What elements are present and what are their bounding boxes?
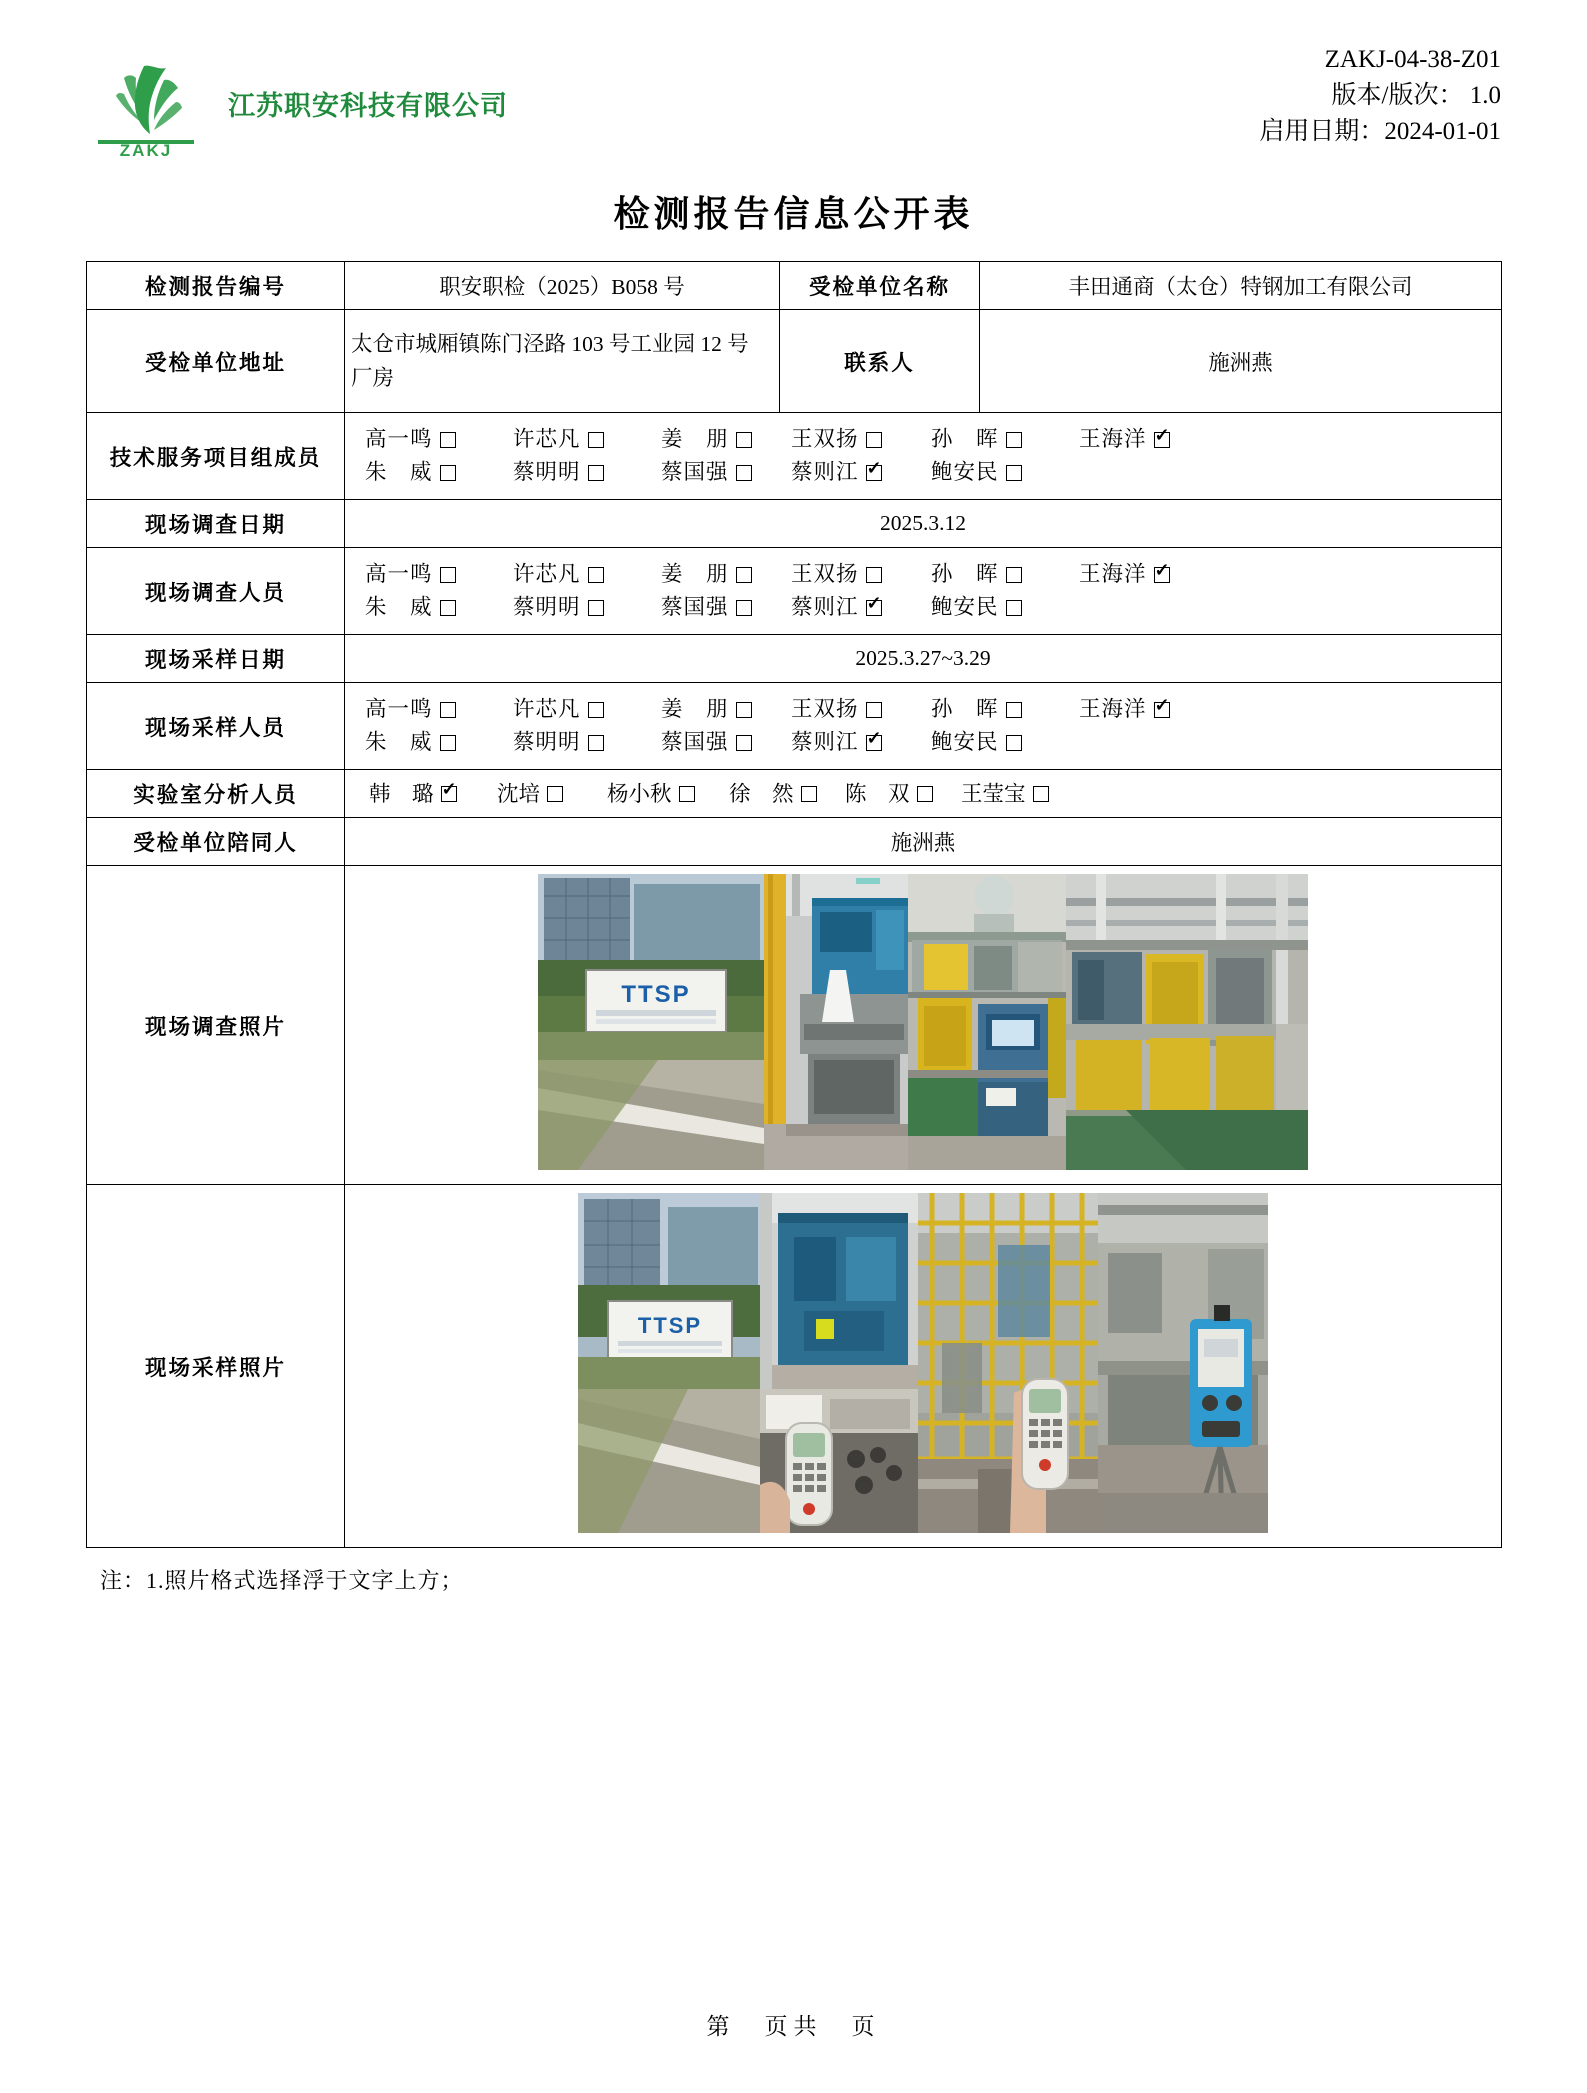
page-number-footer: 第 页共 页 [706,2014,881,2039]
checkbox-icon[interactable] [866,432,882,448]
lab-person-name: 王莹宝 [961,781,1026,806]
table-row-escort [87,818,1502,866]
photo-sampling-fence [918,1193,1098,1533]
person-name: 朱 威 [365,460,433,484]
report-info-table [86,261,1502,1548]
sampling-people-cell [345,683,1502,770]
person-name: 姜 朋 [661,562,729,586]
person-checkbox-2-2[interactable] [513,591,661,624]
checkbox-icon[interactable] [1006,600,1022,616]
person-name: 王海洋 [1079,427,1147,451]
escort-value: 施洲燕 [345,818,1502,866]
person-name: 孙 晖 [931,427,999,451]
lab-person-name: 韩 璐 [369,781,434,806]
table-row-survey-date [87,500,1502,548]
photo-survey-sign [538,874,764,1170]
checkbox-icon[interactable] [547,786,563,802]
person-name: 蔡则江 [791,730,859,754]
sampling-people-label: 现场采样人员 [87,683,345,770]
checkbox-icon[interactable] [1006,465,1022,481]
person-checkbox-2-2[interactable] [513,456,661,489]
address-label: 受检单位地址 [87,310,345,413]
survey-photos-label: 现场调查照片 [87,866,345,1185]
svg-text:ZAKJ: ZAKJ [119,141,173,158]
person-name: 许芯凡 [513,697,581,721]
photo-sampling-sign [578,1193,760,1533]
person-checkbox-1-5[interactable] [931,558,1079,591]
person-checkbox-2-1[interactable] [365,726,513,759]
checkbox-icon[interactable] [588,432,604,448]
checkbox-icon[interactable] [736,735,752,751]
photo-sampling-meter-hand [760,1389,918,1533]
checkbox-icon[interactable] [1006,735,1022,751]
person-checkbox-1-4[interactable] [791,423,931,456]
person-name: 王双扬 [791,697,859,721]
header-left [86,34,508,158]
person-name: 蔡则江 [791,595,859,619]
person-name: 高一鸣 [365,562,433,586]
survey-photos-cell [345,866,1502,1185]
lab-person-checkbox-6[interactable] [961,779,1081,809]
checkbox-icon[interactable] [736,465,752,481]
document-header [86,34,1501,164]
sampling-photos-cell [345,1185,1502,1548]
sampling-date-value: 2025.3.27~3.29 [345,635,1502,683]
team-members-list [351,421,1495,491]
sampling-people-list [351,691,1495,761]
contact-value: 施洲燕 [980,310,1502,413]
escort-label: 受检单位陪同人 [87,818,345,866]
contact-label: 联系人 [780,310,980,413]
person-name: 朱 威 [365,730,433,754]
person-checkbox-2-5[interactable] [931,591,1079,624]
person-checkbox-2-3[interactable] [661,591,791,624]
lab-people-list [351,779,1495,809]
svg-text:TTSP: TTSP [637,1313,703,1338]
lab-label: 实验室分析人员 [87,770,345,818]
lab-person-checkbox-5[interactable] [845,779,961,809]
checkbox-checked-icon[interactable] [1154,432,1170,448]
person-checkbox-2-4[interactable] [791,456,931,489]
person-name: 鲍安民 [931,730,999,754]
lab-person-name: 陈 双 [845,781,910,806]
lab-person-name: 沈培 [497,781,541,806]
footer-note: 注：1.照片格式选择浮于文字上方； [100,1568,464,1593]
team-members-cell [345,413,1502,500]
person-name: 王海洋 [1079,697,1147,721]
person-checkbox-2-1[interactable] [365,456,513,489]
person-name: 蔡国强 [661,730,729,754]
person-checkbox-1-4[interactable] [791,558,931,591]
checkbox-icon[interactable] [736,702,752,718]
person-checkbox-1-3[interactable] [661,423,791,456]
lab-people-cell [345,770,1502,818]
person-name: 许芯凡 [513,427,581,451]
person-checkbox-1-2[interactable] [513,423,661,456]
sampling-date-label: 现场采样日期 [87,635,345,683]
person-name: 孙 晖 [931,697,999,721]
survey-people-list [351,556,1495,626]
checkbox-icon[interactable] [588,735,604,751]
checkbox-icon[interactable] [1006,567,1022,583]
person-checkbox-2-1[interactable] [365,591,513,624]
doc-effective-date: 启用日期：2024-01-01 [1259,118,1501,145]
person-checkbox-1-5[interactable] [931,693,1079,726]
checkbox-checked-icon[interactable] [1154,702,1170,718]
checkbox-icon[interactable] [917,786,933,802]
survey-people-label: 现场调查人员 [87,548,345,635]
person-checkbox-1-5[interactable] [931,423,1079,456]
table-row-sampling-date [87,635,1502,683]
checkbox-icon[interactable] [440,432,456,448]
person-checkbox-2-3[interactable] [661,456,791,489]
person-checkbox-1-1[interactable] [365,423,513,456]
person-name: 蔡国强 [661,595,729,619]
table-row-survey-photos [87,866,1502,1185]
checkbox-icon[interactable] [440,600,456,616]
people-row [365,693,1495,726]
person-checkbox-1-3[interactable] [661,558,791,591]
company-name: 江苏职安科技有限公司 [228,90,508,121]
checkbox-checked-icon[interactable] [441,786,457,802]
table-row-report-no [87,262,1502,310]
table-row-lab [87,770,1502,818]
client-label: 受检单位名称 [780,262,980,310]
person-checkbox-1-1[interactable] [365,693,513,726]
person-name: 蔡明明 [513,595,581,619]
person-name: 鲍安民 [931,595,999,619]
checkbox-icon[interactable] [679,786,695,802]
people-row [365,726,1495,759]
checkbox-checked-icon[interactable] [866,600,882,616]
table-row-sampling-people [87,683,1502,770]
person-name: 姜 朋 [661,697,729,721]
person-checkbox-2-4[interactable] [791,726,931,759]
checkbox-checked-icon[interactable] [1154,567,1170,583]
person-checkbox-1-2[interactable] [513,558,661,591]
client-value: 丰田通商（太仓）特钢加工有限公司 [980,262,1502,310]
page-title: 检测报告信息公开表 [613,194,974,234]
person-name: 孙 晖 [931,562,999,586]
person-checkbox-1-6[interactable] [1079,423,1229,456]
people-row [365,591,1495,624]
person-checkbox-1-4[interactable] [791,693,931,726]
person-checkbox-2-3[interactable] [661,726,791,759]
person-name: 高一鸣 [365,697,433,721]
checkbox-icon[interactable] [588,702,604,718]
person-name: 鲍安民 [931,460,999,484]
checkbox-icon[interactable] [440,735,456,751]
checkbox-icon[interactable] [440,465,456,481]
person-name: 王海洋 [1079,562,1147,586]
people-row [365,558,1495,591]
person-checkbox-2-4[interactable] [791,591,931,624]
checkbox-icon[interactable] [866,702,882,718]
address-line1: 太仓市城厢镇陈门泾路 103 号工业园 12 号 [351,332,749,356]
people-row [365,456,1495,489]
checkbox-icon[interactable] [1033,786,1049,802]
address-value [345,310,780,413]
photo-sampling-machine [760,1193,918,1389]
survey-people-cell [345,548,1502,635]
company-logo-icon [86,48,206,158]
person-checkbox-1-6[interactable] [1079,693,1229,726]
person-checkbox-2-2[interactable] [513,726,661,759]
table-row-survey-people [87,548,1502,635]
svg-text:TTSP: TTSP [621,981,691,1008]
checkbox-icon[interactable] [440,702,456,718]
lab-person-checkbox-1[interactable] [369,779,497,809]
person-name: 蔡国强 [661,460,729,484]
doc-version: 版本/版次： 1.0 [1331,82,1501,109]
checkbox-icon[interactable] [736,600,752,616]
checkbox-icon[interactable] [801,786,817,802]
person-checkbox-1-1[interactable] [365,558,513,591]
survey-date-label: 现场调查日期 [87,500,345,548]
person-name: 蔡则江 [791,460,859,484]
person-name: 高一鸣 [365,427,433,451]
team-label: 技术服务项目组成员 [87,413,345,500]
person-name: 姜 朋 [661,427,729,451]
checkbox-icon[interactable] [588,567,604,583]
person-name: 王双扬 [791,427,859,451]
doc-code: ZAKJ-04-38-Z01 [1324,46,1501,73]
person-name: 许芯凡 [513,562,581,586]
checkbox-icon[interactable] [736,432,752,448]
lab-person-name: 徐 然 [729,781,794,806]
header-right [1259,34,1501,150]
checkbox-checked-icon[interactable] [866,735,882,751]
person-checkbox-2-5[interactable] [931,726,1079,759]
sampling-photo-grid [578,1193,1268,1533]
photo-survey-machine [764,874,908,1170]
checkbox-icon[interactable] [1006,432,1022,448]
checkbox-icon[interactable] [1006,702,1022,718]
report-no-value: 职安职检（2025）B058 号 [345,262,780,310]
person-name: 王双扬 [791,562,859,586]
survey-photo-grid [538,874,1308,1170]
lab-person-checkbox-4[interactable] [729,779,845,809]
person-checkbox-1-6[interactable] [1079,558,1229,591]
person-checkbox-1-2[interactable] [513,693,661,726]
table-row-team [87,413,1502,500]
address-line2: 厂房 [351,366,395,390]
person-name: 蔡明明 [513,460,581,484]
table-row-sampling-photos [87,1185,1502,1548]
checkbox-icon[interactable] [440,567,456,583]
lab-person-checkbox-2[interactable] [497,779,607,809]
person-name: 蔡明明 [513,730,581,754]
checkbox-checked-icon[interactable] [866,465,882,481]
person-checkbox-2-5[interactable] [931,456,1079,489]
checkbox-icon[interactable] [588,465,604,481]
photo-survey-workshop-desk [908,874,1066,1170]
table-row-address [87,310,1502,413]
report-no-label: 检测报告编号 [87,262,345,310]
checkbox-icon[interactable] [588,600,604,616]
sampling-photos-label: 现场采样照片 [87,1185,345,1548]
lab-person-checkbox-3[interactable] [607,779,729,809]
photo-survey-overview [1066,874,1308,1170]
people-row [365,423,1495,456]
person-checkbox-1-3[interactable] [661,693,791,726]
checkbox-icon[interactable] [866,567,882,583]
checkbox-icon[interactable] [736,567,752,583]
photo-sampling-instrument [1098,1193,1268,1533]
lab-person-name: 杨小秋 [607,781,672,806]
person-name: 朱 威 [365,595,433,619]
survey-date-value: 2025.3.12 [345,500,1502,548]
